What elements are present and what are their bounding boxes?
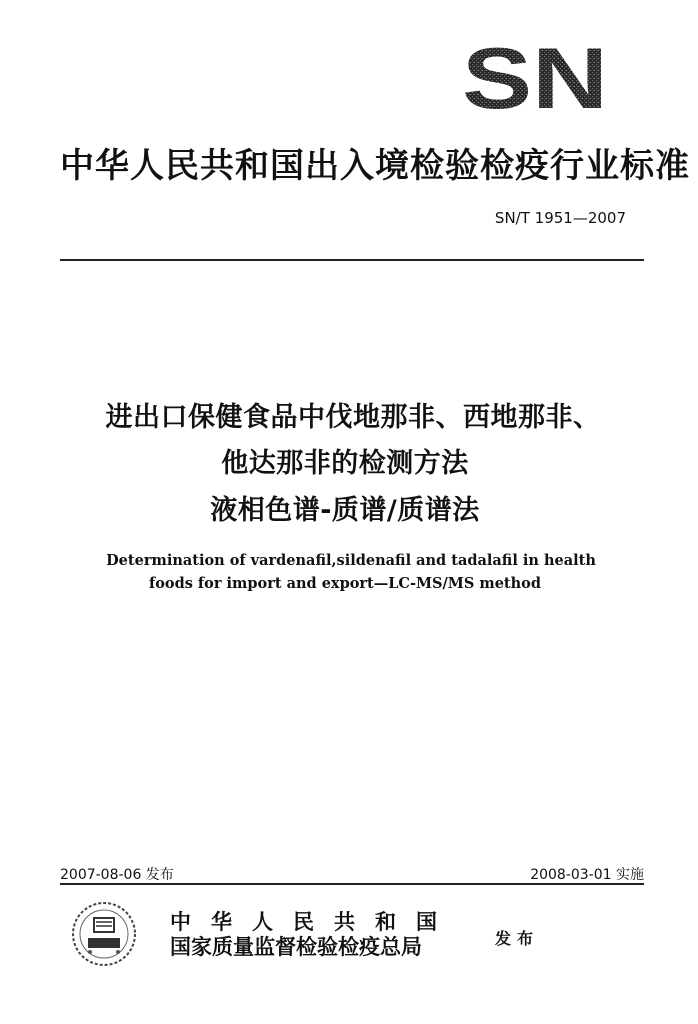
sn-logo-graphic: [462, 38, 612, 114]
sn-logo-text: SN: [462, 38, 608, 114]
effective-date: 2008-03-01 实施: [530, 867, 644, 883]
issuing-body-title: 中华人民共和国出入境检验检疫行业标准: [60, 146, 690, 186]
publish-label: 发布: [495, 929, 540, 948]
issue-date: 2007-08-06 发布: [60, 867, 174, 883]
issuer-country: 中华人民共和国: [170, 909, 457, 934]
standard-code: SN/T 1951—2007: [494, 209, 626, 227]
bottom-divider: [60, 883, 644, 885]
title-cn-line1: 进出口保健食品中伐地那非、西地那非、: [105, 402, 601, 433]
top-divider: [60, 259, 644, 261]
sn-logo: [462, 38, 612, 114]
issuer-agency: 国家质量监督检验检疫总局: [170, 934, 422, 959]
title-en-line1: Determination of vardenafil,sildenafil and tadalafil in health: [106, 552, 596, 569]
title-cn-line2: 他达那非的检测方法: [221, 448, 469, 479]
title-cn-line3: 液相色谱-质谱/质谱法: [210, 495, 480, 526]
title-en-line2: foods for import and export—LC-MS/MS method: [149, 575, 541, 592]
issuer-block: [170, 910, 457, 960]
official-seal-icon: [70, 900, 138, 968]
